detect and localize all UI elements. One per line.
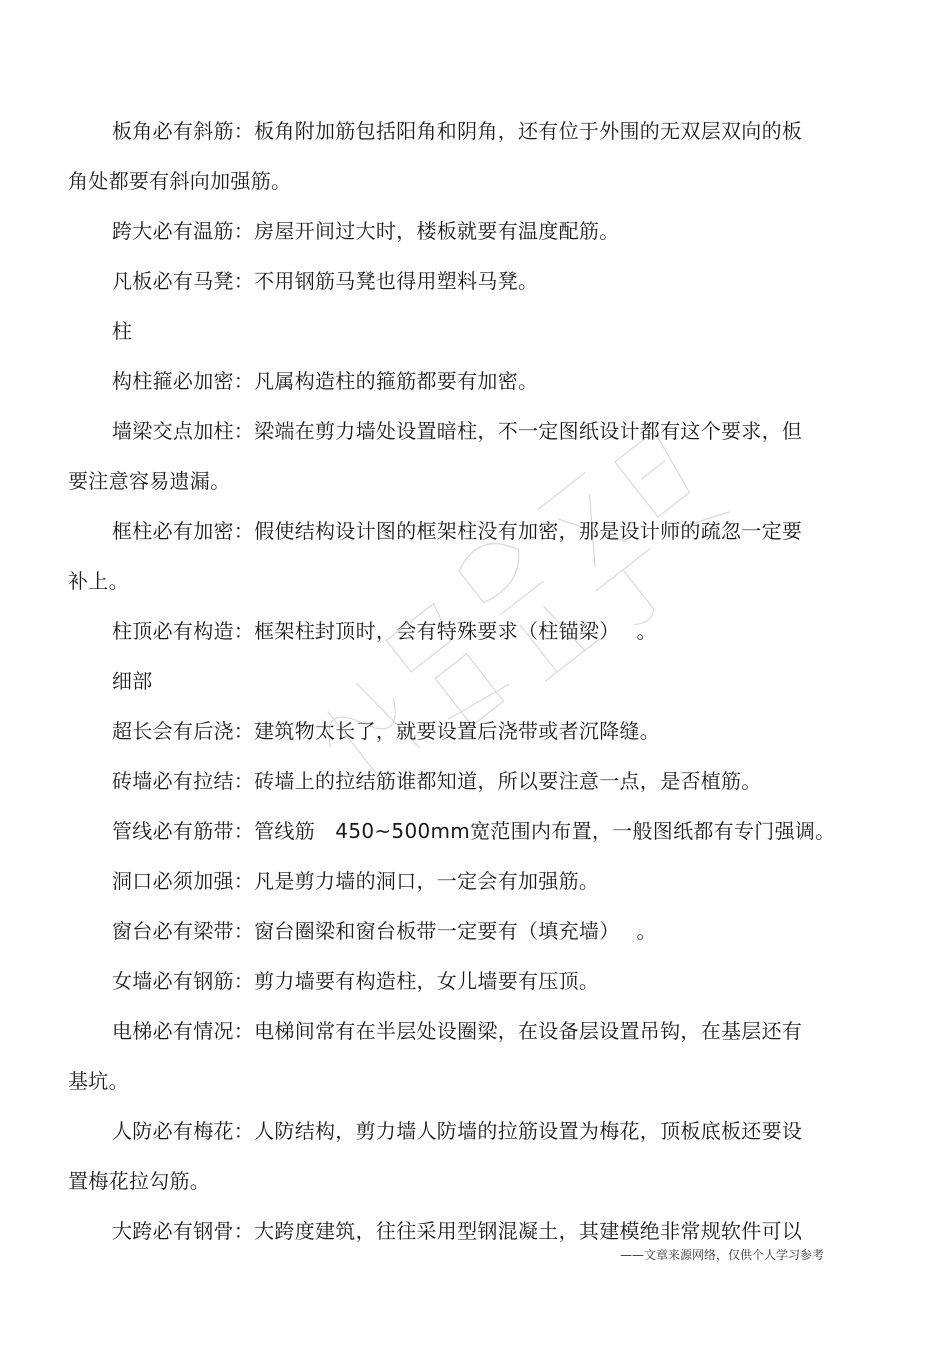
paragraph-line: 角处都要有斜向加强筋。	[68, 169, 292, 193]
paragraph-line: 洞口必须加强：凡是剪力墙的洞口，一定会有加强筋。	[112, 869, 600, 893]
paragraph-line: 置梅花拉勾筋。	[68, 1169, 211, 1193]
paragraph-line: 构柱箍必加密：凡属构造柱的箍筋都要有加密。	[112, 369, 539, 393]
page-footer: ——文章来源网络，仅供个人学习参考	[620, 1248, 825, 1262]
paragraph-line: 基坑。	[68, 1069, 129, 1093]
document-body	[68, 106, 838, 1256]
paragraph-line: 补上。	[68, 569, 129, 593]
section-heading: 柱	[112, 319, 133, 343]
paragraph-line: 要注意容易遗漏。	[68, 469, 231, 493]
paragraph-line: 电梯必有情况：电梯间常有在半层处设圈梁，在设备层设置吊钩，在基层还有	[112, 1019, 803, 1043]
paragraph-line: 管线必有筋带：管线筋 450~500mm宽范围内布置，一般图纸都有专门强调。	[112, 819, 836, 843]
paragraph-line: 框柱必有加密：假使结构设计图的框架柱没有加密，那是设计师的疏忽一定要	[112, 519, 803, 543]
paragraph-line: 柱顶必有构造：框架柱封顶时，会有特殊要求（柱锚梁） 。	[112, 619, 657, 643]
paragraph-line: 砖墙必有拉结：砖墙上的拉结筋谁都知道，所以要注意一点，是否植筋。	[112, 769, 762, 793]
paragraph-line: 人防必有梅花：人防结构，剪力墙人防墙的拉筋设置为梅花，顶板底板还要设	[112, 1119, 803, 1143]
paragraph-line: 板角必有斜筋：板角附加筋包括阳角和阴角，还有位于外围的无双层双向的板	[112, 119, 803, 143]
paragraph-line: 窗台必有梁带：窗台圈梁和窗台板带一定要有（填充墙） 。	[112, 919, 657, 943]
paragraph-line: 女墙必有钢筋：剪力墙要有构造柱，女儿墙要有压顶。	[112, 969, 600, 993]
paragraph-line: 墙梁交点加柱：梁端在剪力墙处设置暗柱，不一定图纸设计都有这个要求，但	[112, 419, 803, 443]
paragraph-line: 凡板必有马凳：不用钢筋马凳也得用塑料马凳。	[112, 269, 539, 293]
paragraph-line: 大跨必有钢骨：大跨度建筑，往往采用型钢混凝土，其建模绝非常规软件可以	[112, 1219, 803, 1243]
paragraph-line: 超长会有后浇：建筑物太长了，就要设置后浇带或者沉降缝。	[112, 719, 661, 743]
paragraph-line: 跨大必有温筋：房屋开间过大时，楼板就要有温度配筋。	[112, 219, 620, 243]
section-heading: 细部	[112, 669, 153, 693]
